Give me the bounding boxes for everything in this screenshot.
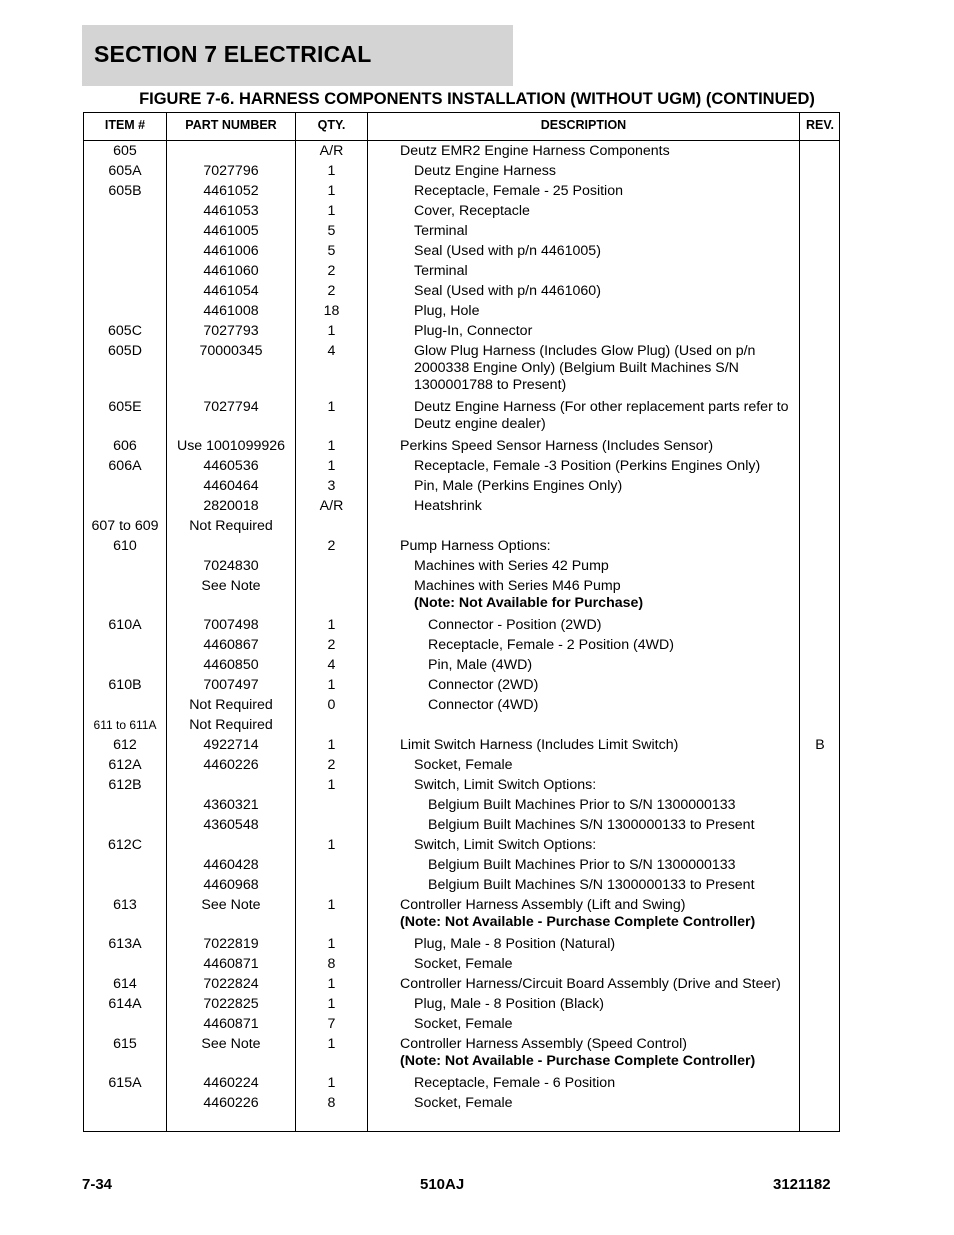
description-text: Machines with Series 42 Pump	[414, 558, 609, 574]
table-row	[84, 655, 839, 675]
quantity: 2	[327, 263, 336, 279]
quantity: 7	[327, 1016, 336, 1032]
description	[428, 657, 824, 674]
header-part-number: PART NUMBER	[185, 118, 277, 132]
table-row	[84, 635, 839, 655]
part-number: 4922714	[203, 737, 259, 753]
description	[428, 617, 824, 634]
quantity: 1	[327, 617, 336, 633]
quantity: 8	[327, 1095, 336, 1111]
description-text: Heatshrink	[414, 498, 482, 514]
table-row	[84, 775, 839, 795]
section-title: SECTION 7 ELECTRICAL	[94, 41, 372, 67]
description	[400, 737, 796, 754]
description	[414, 458, 810, 475]
table-row	[84, 855, 839, 875]
table-row	[84, 755, 839, 775]
table-row	[84, 615, 839, 635]
part-number: See Note	[201, 1036, 261, 1052]
description-text: Receptacle, Female - 2 Position (4WD)	[428, 637, 675, 653]
quantity: 5	[327, 243, 336, 259]
part-number: See Note	[201, 578, 261, 594]
item-number: 605C	[108, 323, 142, 339]
description	[414, 183, 810, 200]
description	[428, 877, 824, 894]
table-row	[84, 221, 839, 241]
item-number: 605A	[108, 163, 142, 179]
item-number: 612B	[108, 777, 142, 793]
page-number: 7-34	[82, 1176, 113, 1193]
item-number: 612C	[108, 837, 142, 853]
table-row	[84, 815, 839, 835]
item-number: 613A	[108, 936, 142, 952]
part-number: Use 1001099926	[176, 438, 286, 454]
part-number: 4460226	[203, 1095, 259, 1111]
table-row	[84, 261, 839, 281]
description-text: Socket, Female	[414, 1016, 513, 1032]
figure-title: FIGURE 7-6. HARNESS COMPONENTS INSTALLATION (WITHOUT UGM) (CONTINUED)	[139, 90, 815, 108]
description	[400, 518, 796, 535]
part-number: 7022825	[203, 996, 259, 1012]
table-row	[84, 1014, 839, 1034]
description	[414, 323, 810, 340]
quantity: 1	[327, 399, 336, 415]
part-number: 4460224	[203, 1075, 259, 1091]
table-row	[84, 141, 839, 161]
item-number: 605B	[108, 183, 142, 199]
description	[414, 303, 810, 320]
description-text: Machines with Series M46 Pump	[414, 578, 621, 594]
table-row	[84, 516, 839, 536]
quantity: A/R	[319, 143, 344, 159]
part-number: 7024830	[203, 558, 259, 574]
quantity: 1	[327, 1075, 336, 1091]
part-number: 4461060	[203, 263, 259, 279]
description	[400, 143, 796, 160]
table-row	[84, 281, 839, 301]
description-text: Switch, Limit Switch Options:	[414, 837, 597, 853]
part-number: Not Required	[189, 518, 273, 534]
quantity: 5	[327, 223, 336, 239]
table-row	[84, 321, 839, 341]
description	[414, 498, 810, 515]
description-text: Socket, Female	[414, 1095, 513, 1111]
quantity: 2	[327, 538, 336, 554]
description	[414, 1016, 810, 1033]
table-row	[84, 536, 839, 556]
part-number: 7027796	[203, 163, 259, 179]
table-row	[84, 341, 839, 397]
description	[414, 936, 810, 953]
quantity: 2	[327, 637, 336, 653]
parts-table	[83, 112, 840, 1132]
table-row	[84, 695, 839, 715]
part-number: 7007497	[203, 677, 259, 693]
table-row	[84, 835, 839, 855]
description-text: Switch, Limit Switch Options:	[414, 777, 597, 793]
header-qty: QTY.	[317, 118, 346, 132]
description	[428, 637, 824, 654]
item-number: 614A	[108, 996, 142, 1012]
purchase-note: (Note: Not Available for Purchase)	[414, 595, 644, 611]
description-text: Glow Plug Harness (Includes Glow Plug) (Used on p/n 2000338 Engine Only) (Belgium Built Machines S/N 1300001788 to Present)	[414, 343, 756, 393]
part-number: 70000345	[199, 343, 263, 359]
quantity: 8	[327, 956, 336, 972]
quantity: 1	[327, 837, 336, 853]
item-number: 606A	[108, 458, 142, 474]
table-row	[84, 556, 839, 576]
table-row	[84, 201, 839, 221]
quantity: 2	[327, 757, 336, 773]
quantity: 1	[327, 737, 336, 753]
part-number: 7007498	[203, 617, 259, 633]
description	[428, 817, 824, 834]
table-row	[84, 456, 839, 476]
item-number: 610A	[108, 617, 142, 633]
part-number: 4360548	[203, 817, 259, 833]
description-text: Controller Harness Assembly (Lift and Swing)	[400, 897, 686, 913]
description-text: Terminal	[414, 263, 468, 279]
quantity: 1	[327, 458, 336, 474]
quantity: 18	[323, 303, 340, 319]
description-text: Seal (Used with p/n 4461005)	[414, 243, 601, 259]
quantity: 1	[327, 677, 336, 693]
item-number: 612	[113, 737, 137, 753]
description	[428, 697, 824, 714]
description	[414, 558, 810, 575]
part-number: 4461005	[203, 223, 259, 239]
part-number: 4460871	[203, 956, 259, 972]
description-text: Pump Harness Options:	[400, 538, 551, 554]
table-row	[84, 476, 839, 496]
description-text: Connector (2WD)	[428, 677, 539, 693]
description	[428, 797, 824, 814]
item-number: 615	[113, 1036, 137, 1052]
table-row	[84, 397, 839, 436]
table-row	[84, 735, 839, 755]
table-row	[84, 954, 839, 974]
table-row	[84, 1073, 839, 1093]
description-text: Plug-In, Connector	[414, 323, 533, 339]
document-number: 3121182	[773, 1176, 831, 1193]
description-text: Plug, Male - 8 Position (Black)	[414, 996, 605, 1012]
quantity: 4	[327, 657, 336, 673]
quantity: 1	[327, 976, 336, 992]
table-row	[84, 301, 839, 321]
quantity: 1	[327, 777, 336, 793]
description	[428, 857, 824, 874]
part-number: 7022819	[203, 936, 259, 952]
description-text: Controller Harness Assembly (Speed Control)	[400, 1036, 688, 1052]
header-description: DESCRIPTION	[540, 118, 627, 132]
description-text: Socket, Female	[414, 757, 513, 773]
table-row	[84, 875, 839, 895]
part-number: 4461052	[203, 183, 259, 199]
item-number: 610	[113, 538, 137, 554]
description	[414, 578, 810, 612]
description-text: Deutz Engine Harness	[414, 163, 556, 179]
description	[414, 163, 810, 180]
table-row	[84, 974, 839, 994]
table-body	[84, 141, 839, 1113]
part-number: 4460871	[203, 1016, 259, 1032]
item-number: 607 to 609	[91, 518, 159, 534]
description-text: Belgium Built Machines Prior to S/N 1300000133	[428, 797, 736, 813]
model-name: 510AJ	[420, 1176, 465, 1193]
quantity: 1	[327, 163, 336, 179]
description-text: Terminal	[414, 223, 468, 239]
table-row	[84, 181, 839, 201]
table-row	[84, 675, 839, 695]
description	[414, 203, 810, 220]
description-text: Perkins Speed Sensor Harness (Includes Sensor)	[400, 438, 714, 454]
description	[414, 343, 810, 394]
part-number: 7022824	[203, 976, 259, 992]
quantity: 1	[327, 996, 336, 1012]
part-number: See Note	[201, 897, 261, 913]
part-number: 7027794	[203, 399, 259, 415]
part-number: 2820018	[203, 498, 259, 514]
description	[414, 956, 810, 973]
description	[414, 243, 810, 260]
description-text: Deutz Engine Harness (For other replacement parts refer to Deutz engine dealer)	[414, 399, 789, 432]
description-text: Socket, Female	[414, 956, 513, 972]
description-text: Plug, Hole	[414, 303, 480, 319]
description-text: Receptacle, Female -3 Position (Perkins Engines Only)	[414, 458, 761, 474]
part-number: 4360321	[203, 797, 259, 813]
description-text: Plug, Male - 8 Position (Natural)	[414, 936, 616, 952]
table-row	[84, 496, 839, 516]
description	[414, 777, 810, 794]
description	[414, 837, 810, 854]
item-number: 605D	[108, 343, 142, 359]
description-text: Receptacle, Female - 6 Position	[414, 1075, 616, 1091]
table-row	[84, 934, 839, 954]
description	[414, 263, 810, 280]
description-text: Cover, Receptacle	[414, 203, 530, 219]
header-rev: REV.	[805, 118, 835, 132]
quantity: 4	[327, 343, 336, 359]
part-number: 4461006	[203, 243, 259, 259]
description-text: Seal (Used with p/n 4461060)	[414, 283, 601, 299]
description-text: Pin, Male (4WD)	[428, 657, 533, 673]
description	[400, 538, 796, 555]
part-number: 7027793	[203, 323, 259, 339]
description-text: Limit Switch Harness (Includes Limit Switch)	[400, 737, 679, 753]
quantity: 0	[327, 697, 336, 713]
quantity: 1	[327, 1036, 336, 1052]
description-text: Pin, Male (Perkins Engines Only)	[414, 478, 623, 494]
description	[400, 438, 796, 455]
description-text: Connector (4WD)	[428, 697, 539, 713]
quantity: 1	[327, 936, 336, 952]
description	[414, 399, 810, 433]
quantity: A/R	[319, 498, 344, 514]
description	[414, 996, 810, 1013]
description	[400, 1036, 796, 1070]
table-row	[84, 715, 839, 735]
quantity: 1	[327, 183, 336, 199]
item-number: 610B	[108, 677, 142, 693]
section-banner	[82, 25, 513, 86]
table-row	[84, 895, 839, 934]
part-number: Not Required	[189, 717, 273, 733]
part-number: 4460536	[203, 458, 259, 474]
part-number: 4460428	[203, 857, 259, 873]
item-number: 612A	[108, 757, 142, 773]
quantity: 1	[327, 323, 336, 339]
part-number: 4460464	[203, 478, 259, 494]
part-number: 4460968	[203, 877, 259, 893]
table-header	[84, 113, 839, 141]
table-row	[84, 576, 839, 615]
description	[428, 677, 824, 694]
table-row	[84, 994, 839, 1014]
table-row	[84, 1093, 839, 1113]
description	[400, 976, 796, 993]
description-text: Connector - Position (2WD)	[428, 617, 602, 633]
quantity: 2	[327, 283, 336, 299]
table-row	[84, 436, 839, 456]
table-row	[84, 161, 839, 181]
item-number: 613	[113, 897, 137, 913]
part-number: 4460867	[203, 637, 259, 653]
part-number: 4461053	[203, 203, 259, 219]
part-number: 4461008	[203, 303, 259, 319]
description-text: Belgium Built Machines S/N 1300000133 to Present	[428, 817, 755, 833]
item-number: 605E	[108, 399, 142, 415]
part-number: 4461054	[203, 283, 259, 299]
part-number: 4460226	[203, 757, 259, 773]
part-number: Not Required	[189, 697, 273, 713]
item-number: 605	[113, 143, 137, 159]
table-row	[84, 241, 839, 261]
description-text: Receptacle, Female - 25 Position	[414, 183, 623, 199]
item-number: 614	[113, 976, 137, 992]
table-row	[84, 795, 839, 815]
description	[400, 717, 796, 734]
description-text: Deutz EMR2 Engine Harness Components	[400, 143, 670, 159]
description-text: Belgium Built Machines S/N 1300000133 to Present	[428, 877, 755, 893]
description	[414, 478, 810, 495]
item-number: 615A	[108, 1075, 142, 1091]
table-row	[84, 1034, 839, 1073]
purchase-note: (Note: Not Available - Purchase Complete Controller)	[400, 1053, 756, 1069]
part-number: 4460850	[203, 657, 259, 673]
description-text: Belgium Built Machines Prior to S/N 1300000133	[428, 857, 736, 873]
header-item: ITEM #	[104, 118, 146, 132]
description	[414, 283, 810, 300]
purchase-note: (Note: Not Available - Purchase Complete Controller)	[400, 914, 756, 930]
quantity: 1	[327, 438, 336, 454]
description	[414, 1095, 810, 1112]
description	[414, 223, 810, 240]
description	[414, 757, 810, 774]
quantity: 1	[327, 203, 336, 219]
item-number: 606	[113, 438, 137, 454]
description	[400, 897, 796, 931]
revision: B	[815, 737, 825, 753]
quantity: 1	[327, 897, 336, 913]
item-number: 611 to 611A	[93, 718, 157, 732]
description-text: Controller Harness/Circuit Board Assembly (Drive and Steer)	[400, 976, 781, 992]
description	[414, 1075, 810, 1092]
quantity: 3	[327, 478, 336, 494]
